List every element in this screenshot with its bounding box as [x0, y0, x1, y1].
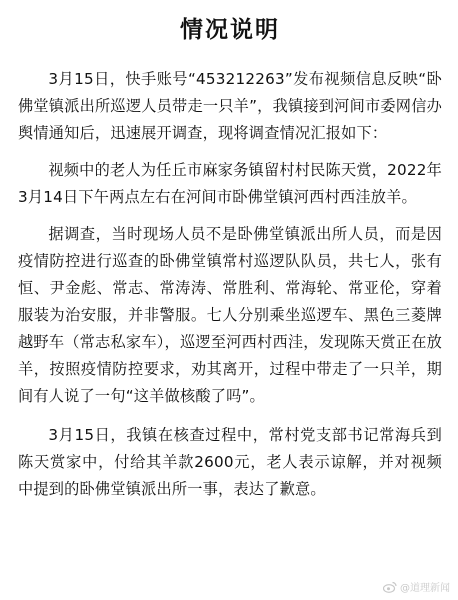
paragraph-resolution: 3月15日，我镇在核查过程中，常村党支部书记常海兵到陈天赏家中，付给其羊款2600元，老人表示谅解，并对视频中提到的卧佛堂镇派出所一事，表达了歉意。	[18, 426, 442, 498]
document-title: 情况说明	[180, 17, 280, 43]
paragraph-person: 视频中的老人为任丘市麻家务镇留村村民陈天赏，2022年3月14日下午两点左右在河间市卧佛堂镇河西村西洼放羊。	[18, 161, 442, 206]
watermark	[383, 579, 450, 594]
paragraph-intro: 3月15日，快手账号“453212263”发布视频信息反映“卧佛堂镇派出所巡逻人员带走一只羊”，我镇接到河间市委网信办舆情通知后，迅速展开调查，现将调查情况汇报如下：	[18, 70, 442, 142]
watermark-text: @道理新闻	[400, 583, 450, 594]
weibo-icon	[383, 581, 397, 593]
paragraph-investigation: 据调查，当时现场人员不是卧佛堂镇派出所人员，而是因疫情防控进行巡查的卧佛堂镇常村巡逻队队员，共七人，张有恒、尹金彪、常志、常涛涛、常胜利、常海轮、常亚伦，穿着服装为治安服，并非警服。七人分别乘坐巡逻车、黑色三菱牌越野车（常志私家车），巡逻至河西村西洼，发现陈天赏正在放羊，按照疫情防控要求，劝其离开，过程中带走了一只羊，期间有人说了一句“这羊做核酸了吗”。	[18, 225, 442, 405]
